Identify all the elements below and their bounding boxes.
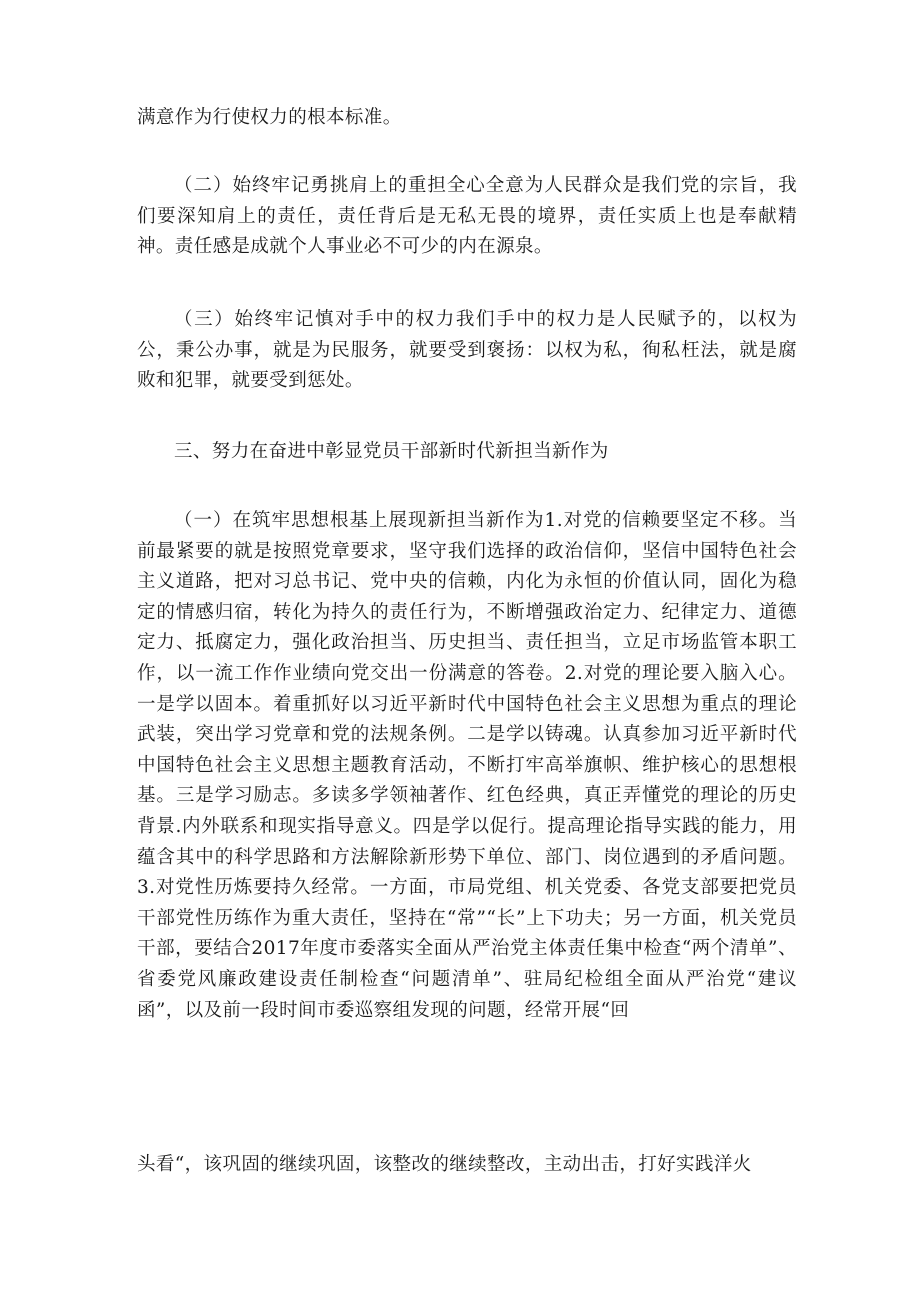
paragraph-section-3: （三）始终牢记慎对手中的权力我们手中的权力是人民赋予的，以权为公，秉公办事，就是为民服务，就要受到褒扬：以权为私，徇私枉法，就是腐败和犯罪，就要受到惩处。 — [137, 309, 797, 392]
heading-part-3: 三、努力在奋进中彰显党员干部新时代新担当新作为 — [174, 441, 609, 462]
paragraph-section-2: （二）始终牢记勇挑肩上的重担全心全意为人民群众是我们党的宗旨，我们要深知肩上的责任，责任背后是无私无畏的境界，责任实质上也是奉献精神。责任感是成就个人事业必不可少的内在源泉。 — [137, 175, 797, 258]
paragraph-part-3-section-1: （一）在筑牢思想根基上展现新担当新作为1.对党的信赖要坚定不移。当前最紧要的就是按照党章要求，坚守我们选择的政治信仰，坚信中国特色社会主义道路，把对习总书记、党中央的信赖，内化为永恒的价值认同，固化为稳定的情感归宿，转化为持久的责任行为，不断增强政治定力、纪律定力、道德定力、抵腐定力，强化政治担当、历史担当、责任担当，立足市场监管本职工作，以一流工作作业绩向党交出一份满意的答卷。2.对党的理论要入脑入心。一是学以固本。着重抓好以习近平新时代中国特色社会主义思想为重点的理论武装，突出学习党章和党的法规条例。二是学以铸魂。认真参加习近平新时代中国特色社会主义思想主题教育活动，不断打牢高举旗帜、维护核心的思想根基。三是学习励志。多读多学领袖著作、红色经典，真正弄懂党的理论的历史背景.内外联系和现实指导意义。四是学以促行。提高理论指导实践的能力，用蕴含其中的科学思路和方法解除新形势下单位、部门、岗位遇到的矛盾问题。3.对党性历炼要持久经常。一方面，市局党组、机关党委、各党支部要把党员干部党性历练作为重大责任，坚持在“常”“长”上下功夫；另一方面，机关党员干部，要结合2017年度市委落实全面从严治党主体责任集中检查“两个清单”、省委党风廉政建设责任制检查“问题清单”、驻局纪检组全面从严治党“建议函”，以及前一段时间市委巡察组发现的问题，经常开展“回 — [137, 510, 797, 1021]
paragraph-intro-tail: 满意作为行使权力的根本标准。 — [137, 107, 402, 128]
paragraph-continued: 头看“，该巩固的继续巩固，该整改的继续整改，主动出击，打好实践洋火 — [137, 1154, 752, 1175]
